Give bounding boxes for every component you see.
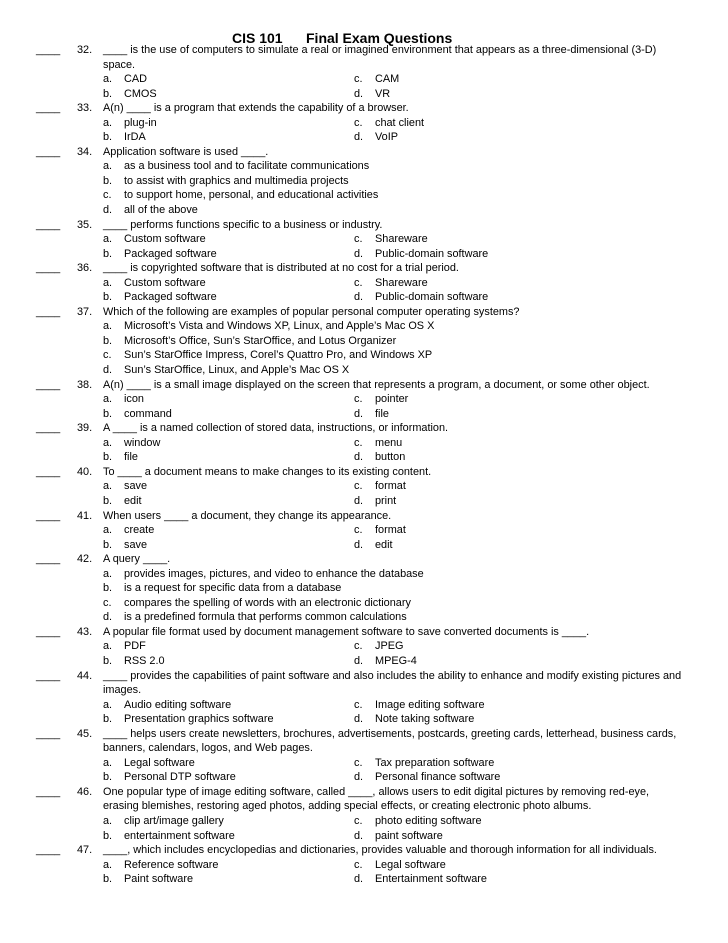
question-stem-line xyxy=(0,669,728,684)
option-letter: d. xyxy=(103,204,113,217)
option-text: icon xyxy=(124,393,144,406)
option-letter: c. xyxy=(354,640,363,653)
question-stem-line xyxy=(0,261,728,276)
course-code: CIS 101 xyxy=(232,30,283,46)
question-item xyxy=(0,43,728,101)
option-letter: c. xyxy=(354,524,363,537)
option-text: Personal DTP software xyxy=(124,771,236,784)
option-row xyxy=(0,494,728,509)
option-row xyxy=(0,436,728,451)
answer-blank: ____ xyxy=(36,844,61,857)
option-row xyxy=(0,188,728,203)
option-text: Presentation graphics software xyxy=(124,713,274,726)
question-list xyxy=(0,43,728,887)
option-letter: a. xyxy=(103,116,113,129)
answer-blank: ____ xyxy=(36,465,61,478)
question-item xyxy=(0,509,728,553)
option-row xyxy=(0,203,728,218)
question-stem-line xyxy=(0,421,728,436)
option-letter: d. xyxy=(354,291,364,304)
option-text: Shareware xyxy=(375,233,428,246)
question-stem-line xyxy=(0,218,728,233)
option-row xyxy=(0,159,728,174)
option-text: PDF xyxy=(124,640,146,653)
option-row xyxy=(0,363,728,378)
option-row xyxy=(0,770,728,785)
question-stem-line xyxy=(0,305,728,320)
option-letter: b. xyxy=(103,334,113,347)
option-letter: a. xyxy=(103,480,113,493)
question-text: ____ is the use of computers to simulate a real or imagined environment that appears as a three-dimensional (3-D) xyxy=(103,44,657,56)
option-text: compares the spelling of words with an electronic dictionary xyxy=(124,596,411,609)
exam-title: Final Exam Questions xyxy=(306,30,453,46)
option-letter: a. xyxy=(103,160,113,173)
option-row xyxy=(0,814,728,829)
option-text: Custom software xyxy=(124,276,206,289)
option-letter: d. xyxy=(354,654,364,667)
option-letter: b. xyxy=(103,654,113,667)
option-text: format xyxy=(375,480,406,493)
option-letter: c. xyxy=(354,698,363,711)
option-text: to assist with graphics and multimedia projects xyxy=(124,174,349,187)
option-text: save xyxy=(124,538,148,551)
option-letter: c. xyxy=(354,814,363,827)
option-letter: b. xyxy=(103,291,113,304)
option-text: file xyxy=(124,451,138,464)
question-text: ____ helps users create newsletters, brochures, advertisements, postcards, greeting cards, letterhead, business cards, xyxy=(103,727,677,740)
option-text: command xyxy=(124,407,172,420)
option-letter: a. xyxy=(103,814,113,827)
option-letter: b. xyxy=(103,407,113,420)
option-text: create xyxy=(124,524,155,537)
question-item xyxy=(0,843,728,887)
option-text: as a business tool and to facilitate communications xyxy=(124,160,370,173)
option-letter: d. xyxy=(354,494,364,507)
option-row xyxy=(0,523,728,538)
option-row xyxy=(0,348,728,363)
question-number: 34. xyxy=(77,145,93,158)
question-number: 37. xyxy=(77,305,93,318)
option-row xyxy=(0,610,728,625)
option-letter: b. xyxy=(103,494,113,507)
option-text: Paint software xyxy=(124,873,194,886)
option-letter: a. xyxy=(103,640,113,653)
option-letter: c. xyxy=(354,858,363,871)
option-letter: d. xyxy=(354,87,364,100)
question-text: One popular type of image editing software, called ____, allows users to edit digital pictures by removing red-eye, xyxy=(103,785,650,798)
option-row xyxy=(0,232,728,247)
option-text: to support home, personal, and educational activities xyxy=(124,189,379,202)
option-row xyxy=(0,276,728,291)
question-stem-line xyxy=(0,378,728,393)
option-row xyxy=(0,247,728,262)
question-number: 45. xyxy=(77,727,93,740)
answer-blank: ____ xyxy=(36,669,61,682)
option-text: save xyxy=(124,480,148,493)
question-number: 43. xyxy=(77,625,93,638)
option-letter: a. xyxy=(103,436,113,449)
question-stem-line xyxy=(0,465,728,480)
option-letter: c. xyxy=(354,233,363,246)
question-stem-line xyxy=(0,625,728,640)
option-letter: d. xyxy=(354,131,364,144)
answer-blank: ____ xyxy=(36,378,61,391)
option-row xyxy=(0,829,728,844)
option-letter: b. xyxy=(103,247,113,260)
option-text: is a request for specific data from a database xyxy=(124,582,342,595)
option-letter: b. xyxy=(103,174,113,187)
question-text: space. xyxy=(103,58,136,71)
option-letter: b. xyxy=(103,87,113,100)
option-letter: d. xyxy=(354,771,364,784)
option-text: CMOS xyxy=(124,87,157,100)
option-letter: b. xyxy=(103,451,113,464)
question-stem-line xyxy=(0,727,728,742)
option-row xyxy=(0,392,728,407)
option-text: pointer xyxy=(375,393,409,406)
question-stem-line xyxy=(0,799,728,814)
question-text: banners, calendars, logos, and Web pages. xyxy=(103,742,313,755)
question-text: ____ performs functions specific to a business or industry. xyxy=(103,218,383,231)
question-number: 47. xyxy=(77,844,93,857)
option-letter: c. xyxy=(354,393,363,406)
option-row xyxy=(0,334,728,349)
question-item xyxy=(0,465,728,509)
answer-blank: ____ xyxy=(36,262,61,275)
option-text: Packaged software xyxy=(124,247,217,260)
answer-blank: ____ xyxy=(36,44,61,56)
question-stem-line xyxy=(0,683,728,698)
question-text: A popular file format used by document management software to save converted documents is ____. xyxy=(103,625,590,638)
question-text: To ____ a document means to make changes to its existing content. xyxy=(103,465,432,478)
option-text: button xyxy=(375,451,406,464)
answer-blank: ____ xyxy=(36,553,61,566)
option-text: Sun’s StarOffice Impress, Corel’s Quattro Pro, and Windows XP xyxy=(124,349,433,362)
option-letter: d. xyxy=(354,451,364,464)
question-text: A(n) ____ is a program that extends the capability of a browser. xyxy=(103,102,409,115)
option-text: Reference software xyxy=(124,858,219,871)
option-text: MPEG-4 xyxy=(375,654,417,667)
option-row xyxy=(0,116,728,131)
option-letter: c. xyxy=(103,189,112,202)
option-letter: a. xyxy=(103,233,113,246)
question-text: A ____ is a named collection of stored data, instructions, or information. xyxy=(103,422,449,435)
option-letter: a. xyxy=(103,73,113,86)
option-text: Audio editing software xyxy=(124,698,232,711)
option-text: IrDA xyxy=(124,131,146,144)
question-stem-line xyxy=(0,741,728,756)
option-text: Packaged software xyxy=(124,291,217,304)
option-text: VR xyxy=(375,87,391,100)
question-item xyxy=(0,101,728,145)
option-letter: c. xyxy=(354,480,363,493)
option-letter: b. xyxy=(103,829,113,842)
question-number: 35. xyxy=(77,218,93,231)
answer-blank: ____ xyxy=(36,145,61,158)
option-letter: a. xyxy=(103,698,113,711)
question-item xyxy=(0,552,728,625)
option-text: Personal finance software xyxy=(375,771,501,784)
option-text: is a predefined formula that performs common calculations xyxy=(124,611,407,624)
option-letter: c. xyxy=(103,349,112,362)
question-text: ____ is copyrighted software that is distributed at no cost for a trial period. xyxy=(103,262,459,275)
option-letter: a. xyxy=(103,858,113,871)
question-number: 38. xyxy=(77,378,93,391)
option-letter: a. xyxy=(103,320,113,333)
option-text: provides images, pictures, and video to enhance the database xyxy=(124,567,424,580)
question-number: 33. xyxy=(77,102,93,115)
question-number: 41. xyxy=(77,509,93,522)
option-row xyxy=(0,450,728,465)
question-number: 44. xyxy=(77,669,93,682)
option-text: edit xyxy=(124,494,142,507)
option-letter: c. xyxy=(354,116,363,129)
option-text: menu xyxy=(375,436,403,449)
answer-blank: ____ xyxy=(36,785,61,798)
option-text: photo editing software xyxy=(375,814,482,827)
question-item xyxy=(0,785,728,843)
option-row xyxy=(0,479,728,494)
option-row xyxy=(0,130,728,145)
option-letter: b. xyxy=(103,771,113,784)
question-text: ____, which includes encyclopedias and dictionaries, provides valuable and thorough information for all individuals. xyxy=(103,844,657,857)
question-item xyxy=(0,669,728,727)
question-text: erasing blemishes, restoring aged photos, adding special effects, or creating electronic photo albums. xyxy=(103,800,592,813)
question-text: Application software is used ____. xyxy=(103,145,269,158)
question-number: 40. xyxy=(77,465,93,478)
option-text: file xyxy=(375,407,389,420)
answer-blank: ____ xyxy=(36,509,61,522)
option-letter: a. xyxy=(103,524,113,537)
option-letter: c. xyxy=(354,73,363,86)
option-text: all of the above xyxy=(124,204,198,217)
question-text: Which of the following are examples of popular personal computer operating systems? xyxy=(103,305,520,318)
option-text: Entertainment software xyxy=(375,873,487,886)
question-number: 32. xyxy=(77,44,93,56)
answer-blank: ____ xyxy=(36,625,61,638)
question-number: 39. xyxy=(77,422,93,435)
question-item xyxy=(0,421,728,465)
answer-blank: ____ xyxy=(36,218,61,231)
question-item xyxy=(0,727,728,785)
option-row xyxy=(0,538,728,553)
question-text: A(n) ____ is a small image displayed on the screen that represents a program, a document, or some other object. xyxy=(103,378,650,391)
option-row xyxy=(0,581,728,596)
option-letter: d. xyxy=(354,829,364,842)
option-text: Sun’s StarOffice, Linux, and Apple’s Mac OS X xyxy=(124,364,350,377)
question-number: 46. xyxy=(77,785,93,798)
option-text: VoIP xyxy=(375,131,399,144)
question-number: 36. xyxy=(77,262,93,275)
option-letter: d. xyxy=(354,407,364,420)
option-letter: d. xyxy=(354,873,364,886)
answer-blank: ____ xyxy=(36,727,61,740)
option-text: Note taking software xyxy=(375,713,475,726)
option-letter: b. xyxy=(103,713,113,726)
option-text: entertainment software xyxy=(124,829,235,842)
option-letter: c. xyxy=(354,276,363,289)
question-stem-line xyxy=(0,58,728,73)
option-text: CAD xyxy=(124,73,147,86)
question-stem-line xyxy=(0,509,728,524)
question-text: When users ____ a document, they change its appearance. xyxy=(103,509,392,522)
option-text: paint software xyxy=(375,829,443,842)
option-row xyxy=(0,596,728,611)
question-stem-line xyxy=(0,43,728,58)
option-text: RSS 2.0 xyxy=(124,654,165,667)
answer-blank: ____ xyxy=(36,102,61,115)
option-text: plug-in xyxy=(124,116,157,129)
question-item xyxy=(0,261,728,305)
option-letter: c. xyxy=(354,756,363,769)
option-row xyxy=(0,290,728,305)
option-text: Public-domain software xyxy=(375,247,489,260)
option-row xyxy=(0,639,728,654)
option-letter: b. xyxy=(103,582,113,595)
option-text: print xyxy=(375,494,397,507)
option-letter: d. xyxy=(354,538,364,551)
option-letter: a. xyxy=(103,567,113,580)
option-letter: a. xyxy=(103,276,113,289)
option-letter: b. xyxy=(103,873,113,886)
question-stem-line xyxy=(0,145,728,160)
question-item xyxy=(0,625,728,669)
answer-blank: ____ xyxy=(36,422,61,435)
option-letter: d. xyxy=(103,364,113,377)
question-stem-line xyxy=(0,552,728,567)
question-stem-line xyxy=(0,843,728,858)
question-number: 42. xyxy=(77,553,93,566)
option-text: chat client xyxy=(375,116,425,129)
option-letter: d. xyxy=(103,611,113,624)
question-text: images. xyxy=(103,684,142,697)
option-letter: a. xyxy=(103,393,113,406)
option-row xyxy=(0,319,728,334)
option-letter: c. xyxy=(103,596,112,609)
option-letter: d. xyxy=(354,247,364,260)
option-letter: b. xyxy=(103,538,113,551)
question-item xyxy=(0,305,728,378)
question-item xyxy=(0,218,728,262)
option-letter: d. xyxy=(354,713,364,726)
option-text: Legal software xyxy=(124,756,195,769)
option-row xyxy=(0,72,728,87)
option-letter: b. xyxy=(103,131,113,144)
question-text: A query ____. xyxy=(103,553,171,566)
option-row xyxy=(0,872,728,887)
option-text: Microsoft’s Office, Sun’s StarOffice, and Lotus Organizer xyxy=(124,334,397,347)
option-row xyxy=(0,87,728,102)
option-letter: a. xyxy=(103,756,113,769)
question-text: ____ provides the capabilities of paint software and also includes the ability to enhance and modify existing pictures and xyxy=(103,669,682,682)
option-text: Public-domain software xyxy=(375,291,489,304)
option-text: CAM xyxy=(375,73,400,86)
option-text: Image editing software xyxy=(375,698,485,711)
option-text: edit xyxy=(375,538,393,551)
option-text: Tax preparation software xyxy=(375,756,495,769)
question-stem-line xyxy=(0,785,728,800)
option-row xyxy=(0,756,728,771)
answer-blank: ____ xyxy=(36,305,61,318)
option-text: Legal software xyxy=(375,858,446,871)
question-stem-line xyxy=(0,101,728,116)
option-row xyxy=(0,174,728,189)
question-item xyxy=(0,378,728,422)
option-text: format xyxy=(375,524,406,537)
question-item xyxy=(0,145,728,218)
option-row xyxy=(0,407,728,422)
option-text: Microsoft’s Vista and Windows XP, Linux, and Apple’s Mac OS X xyxy=(124,320,435,333)
option-row xyxy=(0,712,728,727)
option-row xyxy=(0,654,728,669)
option-text: Shareware xyxy=(375,276,428,289)
option-row xyxy=(0,567,728,582)
option-row xyxy=(0,858,728,873)
option-text: window xyxy=(124,436,161,449)
option-letter: c. xyxy=(354,436,363,449)
option-text: Custom software xyxy=(124,233,206,246)
option-row xyxy=(0,698,728,713)
option-text: JPEG xyxy=(375,640,404,653)
option-text: clip art/image gallery xyxy=(124,814,224,827)
